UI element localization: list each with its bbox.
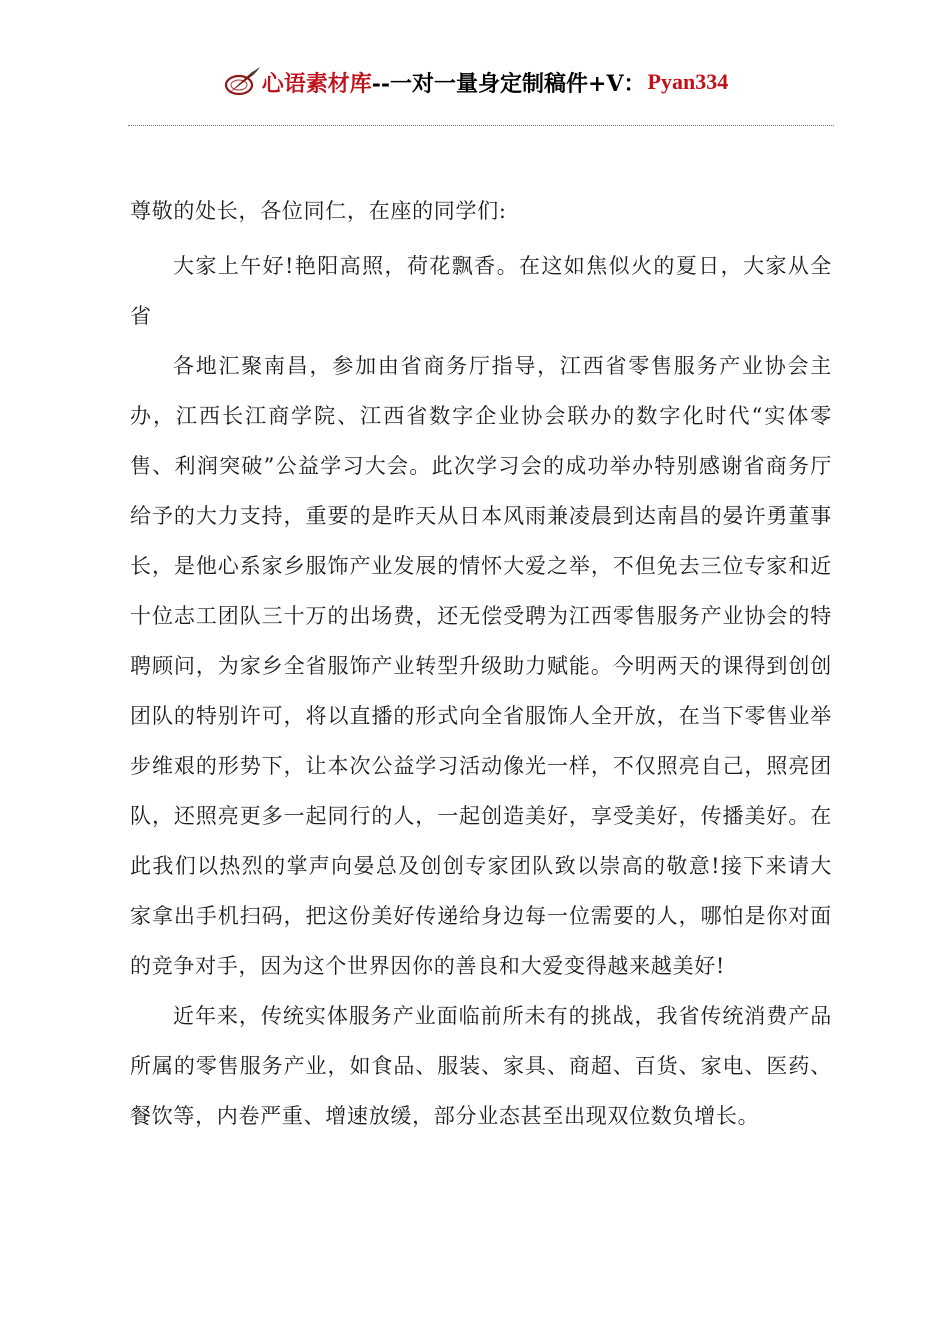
brand-name: 心语素材库 bbox=[261, 70, 372, 97]
paragraph: 近年来，传统实体服务产业面临前所未有的挑战，我省传统消费产品所属的零售服务产业，如食品、服装、家具、商超、百货、家电、医药、餐饮等，内卷严重、增速放缓，部分业态甚至出现双位数负增长。 bbox=[130, 1004, 832, 1128]
header-divider bbox=[128, 125, 834, 126]
paragraph: 大家上午好!艳阳高照，荷花飘香。在这如焦似火的夏日，大家从全省 bbox=[130, 254, 832, 328]
quill-pen-logo-icon bbox=[222, 66, 262, 98]
page-header bbox=[0, 64, 950, 100]
document-body bbox=[130, 186, 832, 1141]
contact-id: Pyan334 bbox=[647, 69, 729, 94]
header-slogan: --一对一量身定制稿件+V： bbox=[371, 70, 646, 97]
paragraph: 各地汇聚南昌，参加由省商务厅指导，江西省零售服务产业协会主办，江西长江商学院、江西省数字企业协会联办的数字化时代“实体零售、利润突破”公益学习大会。此次学习会的成功举办特别感谢省商务厅给予的大力支持，重要的是昨天从日本风雨兼凌晨到达南昌的晏许勇董事长，是他心系家乡服饰产业发展的情怀大爱之举，不但免去三位专家和近十位志工团队三十万的出场费，还无偿受聘为江西零售服务产业协会的特聘顾问，为家乡全省服饰产业转型升级助力赋能。今明两天的课得到创创团队的特别许可，将以直播的形式向全省服饰人全开放，在当下零售业举步维艰的形势下，让本次公益学习活动像光一样，不仅照亮自己，照亮团队，还照亮更多一起同行的人，一起创造美好，享受美好，传播美好。在此我们以热烈的掌声向晏总及创创专家团队致以崇高的敬意!接下来请大家拿出手机扫码，把这份美好传递给身边每一位需要的人，哪怕是你对面的竞争对手，因为这个世界因你的善良和大爱变得越来越美好! bbox=[130, 354, 832, 978]
salutation: 尊敬的处长，各位同仁，在座的同学们: bbox=[130, 199, 507, 223]
